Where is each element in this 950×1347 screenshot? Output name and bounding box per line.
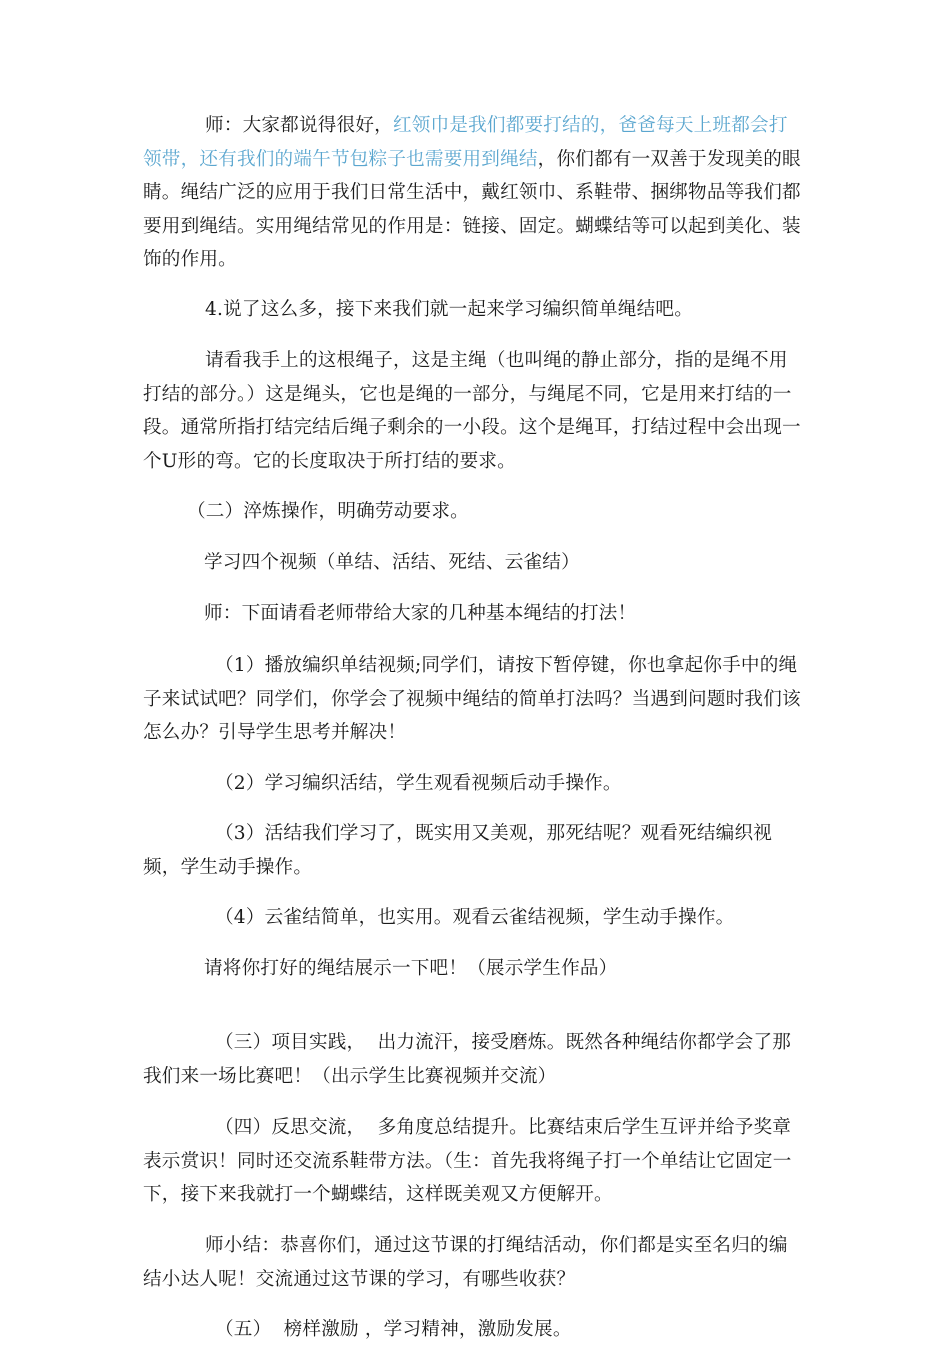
paragraph-rope-parts: 请看我手上的这根绳子，这是主绳（也叫绳的静止部分，指的是绳不用打结的部分。）这是绳头，它也是绳的一部分，与绳尾不同，它是用来打结的一段。通常所指打结完结后绳子剩余的一小段。这个是绳耳，打结过程中会出现一个U形的弯。它的长度取决于所打结的要求。	[143, 350, 801, 472]
paragraph-teacher-intro: 师：下面请看老师带给大家的几种基本绳结的打法！	[204, 603, 637, 624]
paragraph-teacher-summary	[143, 109, 803, 277]
paragraph-item-2: （2）学习编织活结，学生观看视频后动手操作。	[215, 773, 622, 794]
paragraph-suffix: ，你们都有一双善于发现美的眼睛。绳结广泛的应用于我们日常生活中，戴红领巾、系鞋带、捆绑物品等我们都要用到绳结。实用绳结常见的作用是：链接、固定。蝴蝶结等可以起到美化、装饰的作用。	[143, 148, 801, 270]
section-heading-5: （五） 榜样激励 ，学习精神，激励发展。	[215, 1319, 572, 1340]
highlighted-text: 红领巾是我们都要打结的，爸爸每天上班都会打领带，还有我们的端午节包粽子也需要用到绳结	[143, 115, 788, 170]
paragraph-show-work: 请将你打好的绳结展示一下吧！（展示学生作品）	[204, 958, 618, 979]
paragraph-item-4: （4）云雀结简单，也实用。观看云雀结视频，学生动手操作。	[215, 907, 735, 928]
paragraph-prefix: 师：大家都说得很好，	[205, 115, 393, 136]
paragraph-item-1: （1）播放编织单结视频;同学们，请按下暂停键，你也拿起你手中的绳子来试试吧？同学们，你学会了视频中绳结的简单打法吗？当遇到问题时我们该怎么办？引导学生思考并解决！	[143, 655, 801, 743]
paragraph-four-videos: 学习四个视频（单结、活结、死结、云雀结）	[204, 552, 580, 573]
paragraph-teacher-conclusion: 师小结：恭喜你们，通过这节课的打绳结活动，你们都是实至名归的编结小达人呢！交流通过这节课的学习，有哪些收获？	[143, 1235, 788, 1290]
paragraph-step-4: 4.说了这么多，接下来我们就一起来学习编织简单绳结吧。	[205, 299, 693, 320]
section-heading-4: （四）反思交流， 多角度总结提升。比赛结束后学生互评并给予奖章表示赏识！同时还交流系鞋带方法。（生：首先我将绳子打一个单结让它固定一下，接下来我就打一个蝴蝶结，这样既美观又方便解开。	[143, 1117, 792, 1205]
section-heading-3: （三）项目实践， 出力流汗，接受磨炼。既然各种绳结你都学会了那我们来一场比赛吧！（出示学生比赛视频并交流）	[143, 1032, 792, 1087]
paragraph-item-3: （3）活结我们学习了，既实用又美观，那死结呢？观看死结编织视频，学生动手操作。	[143, 823, 773, 878]
section-heading-2: （二）淬炼操作，明确劳动要求。	[187, 501, 469, 522]
